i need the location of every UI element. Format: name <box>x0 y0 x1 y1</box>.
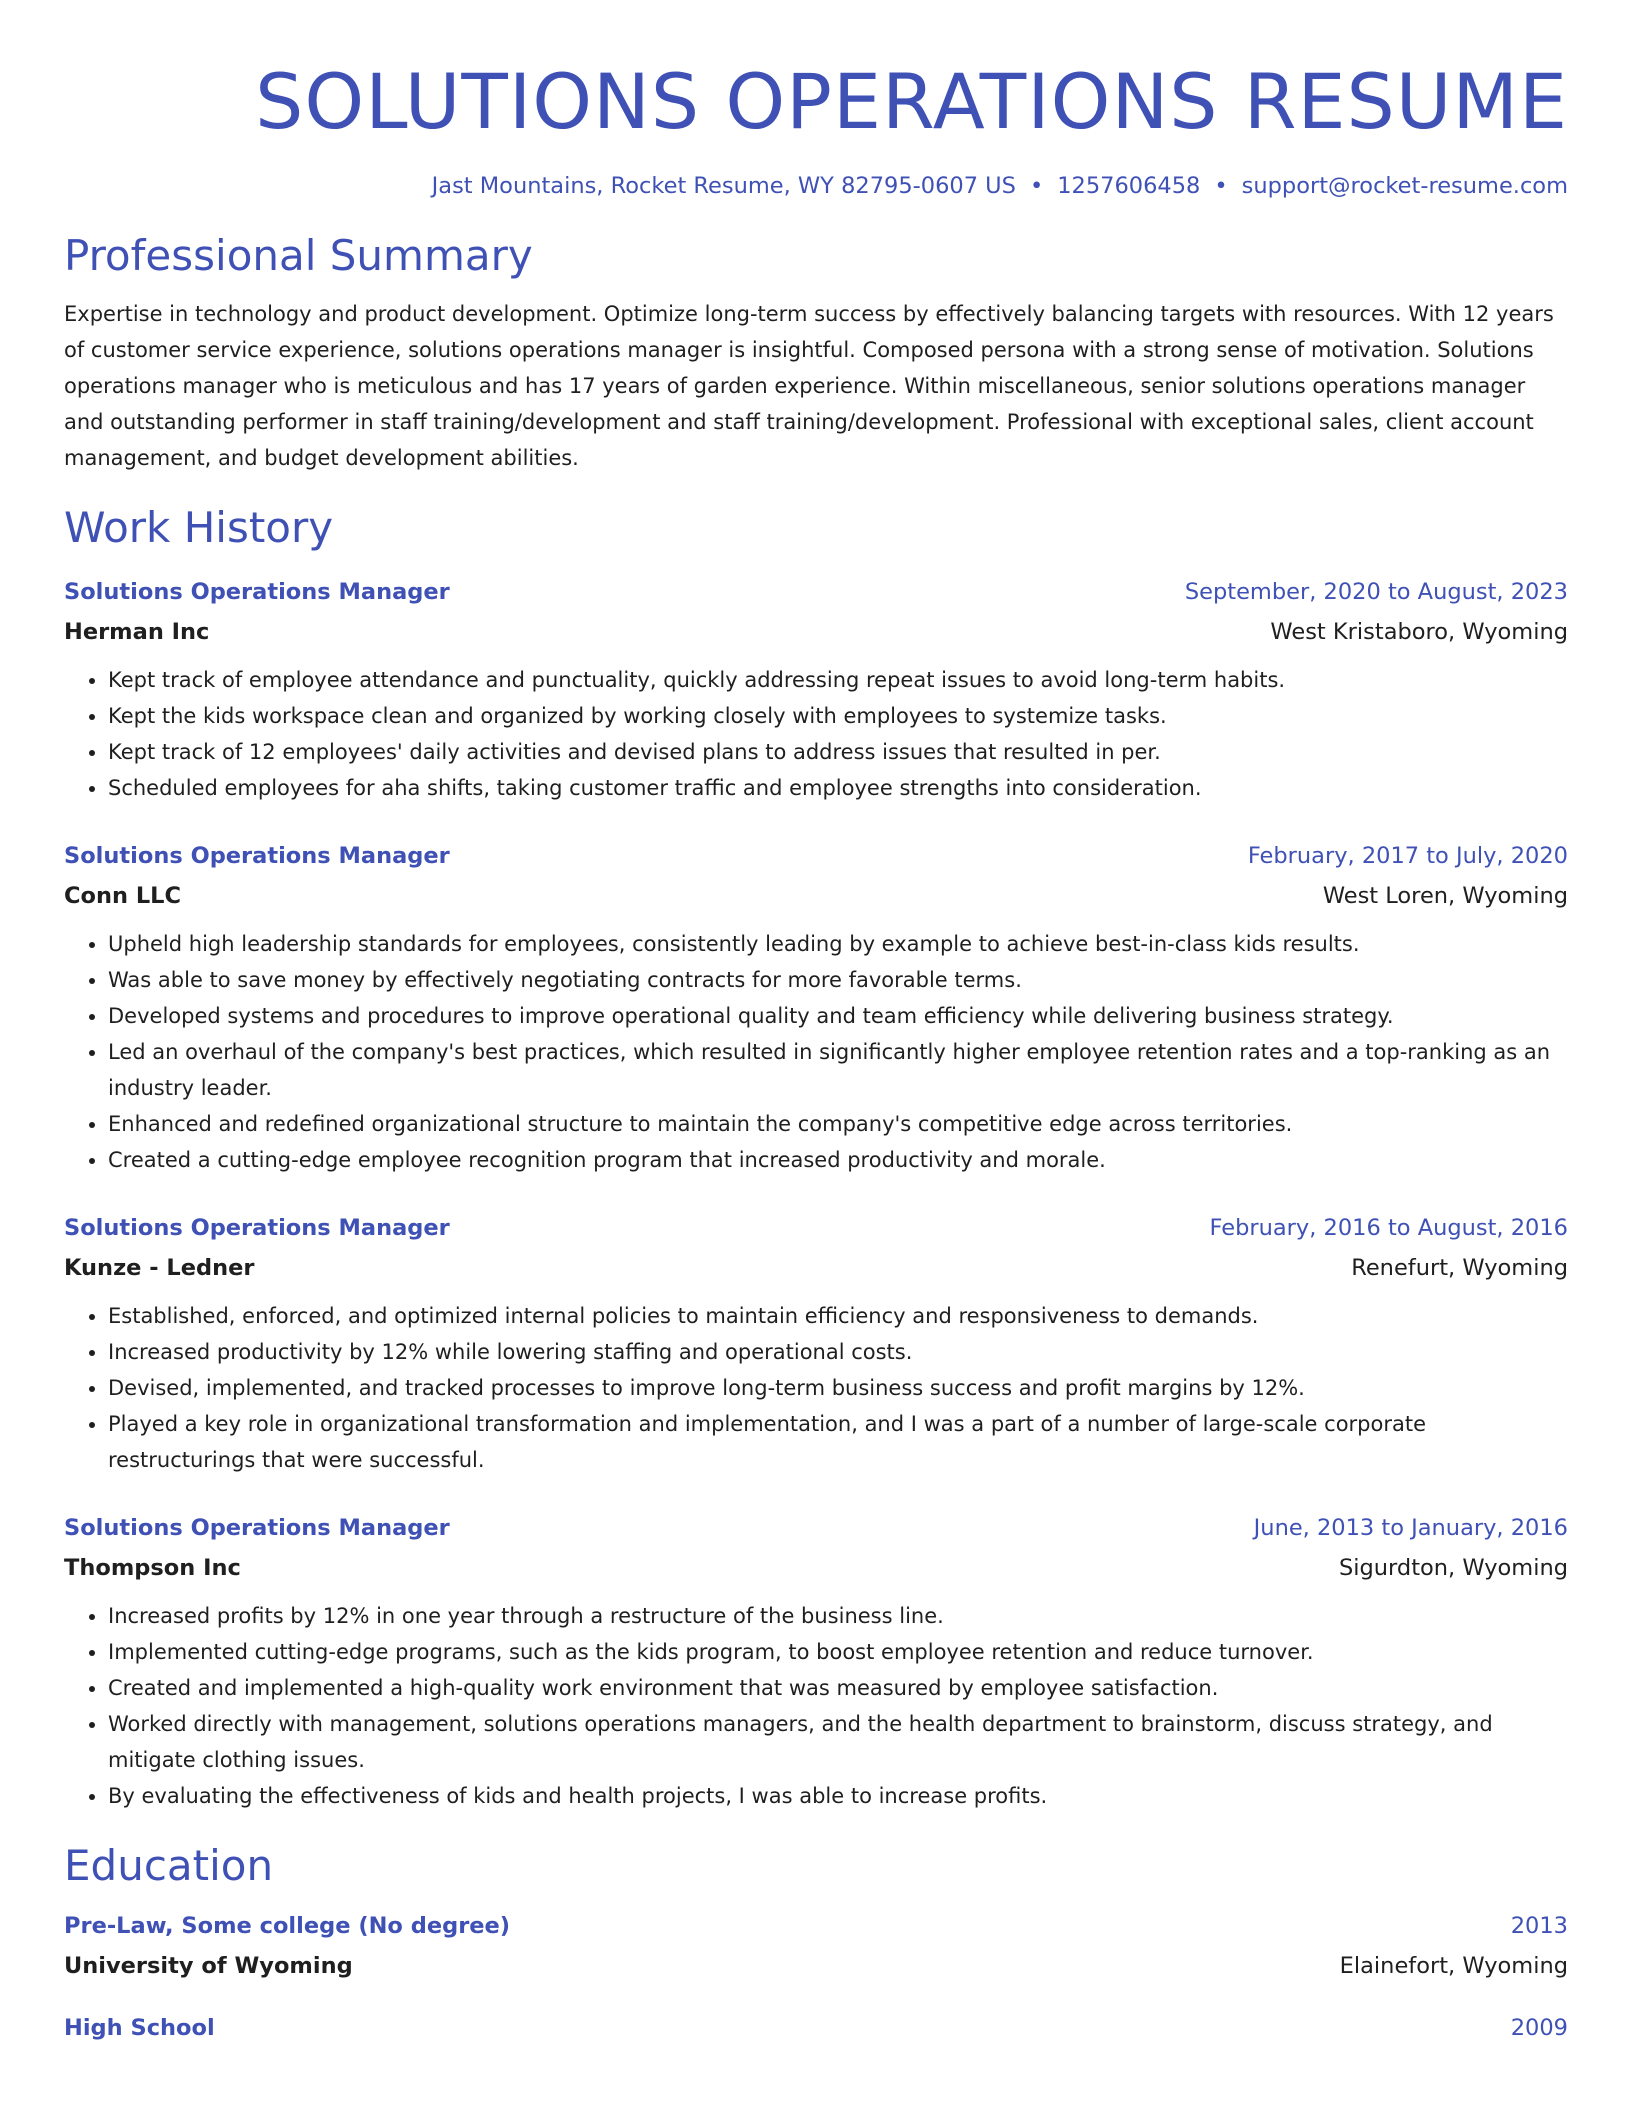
job-bullet: • Developed systems and procedures to improve operational quality and team efficiency while delivering business strategy. <box>108 998 1568 1034</box>
job-company: Conn LLC <box>64 883 182 909</box>
job-entry <box>64 572 1568 806</box>
contact-phone: 1257606458 <box>1057 173 1201 199</box>
job-title: Solutions Operations Manager <box>64 1215 450 1241</box>
job-bullet: • Was able to save money by effectively negotiating contracts for more favorable terms. <box>108 962 1568 998</box>
job-bullet: • Kept track of 12 employees' daily activities and devised plans to address issues that resulted in per. <box>108 734 1568 770</box>
job-header-row <box>64 1208 1568 1248</box>
education-location: Elainefort, Wyoming <box>1339 1953 1568 1979</box>
job-bullet: • By evaluating the effectiveness of kids and health projects, I was able to increase profits. <box>108 1778 1568 1814</box>
job-company-row <box>64 612 1568 652</box>
job-bullet: • Increased productivity by 12% while lowering staffing and operational costs. <box>108 1334 1568 1370</box>
job-bullet: • Created and implemented a high-quality work environment that was measured by employee satisfaction. <box>108 1670 1568 1706</box>
job-bullet: • Scheduled employees for aha shifts, taking customer traffic and employee strengths into consideration. <box>108 770 1568 806</box>
job-bullet: • Kept track of employee attendance and punctuality, quickly addressing repeat issues to avoid long-term habits. <box>108 662 1568 698</box>
education-degree: Pre-Law, Some college (No degree) <box>64 1913 511 1939</box>
job-bullet: • Established, enforced, and optimized internal policies to maintain efficiency and responsiveness to demands. <box>108 1298 1568 1334</box>
professional-summary-heading: Professional Summary <box>64 231 533 280</box>
resume-title: SOLUTIONS OPERATIONS RESUME <box>255 57 1568 146</box>
contact-address: Jast Mountains, Rocket Resume, WY 82795-0607 US <box>431 173 1016 199</box>
job-location: West Kristaboro, Wyoming <box>1270 619 1568 645</box>
education-heading: Education <box>64 1841 274 1890</box>
job-bullet: • Worked directly with management, solutions operations managers, and the health department to brainstorm, discuss strategy, and mitigate clothing issues. <box>108 1706 1568 1778</box>
job-bullet: • Enhanced and redefined organizational structure to maintain the company's competitive edge across territories. <box>108 1106 1568 1142</box>
education-entry <box>64 2008 1568 2048</box>
education-header-row <box>64 1906 1568 1946</box>
education-school: University of Wyoming <box>64 1953 353 1979</box>
job-header-row <box>64 1508 1568 1548</box>
job-header-row <box>64 572 1568 612</box>
job-location: West Loren, Wyoming <box>1322 883 1568 909</box>
job-bullets <box>64 662 1568 806</box>
work-history-heading: Work History <box>64 503 334 552</box>
job-bullet: • Devised, implemented, and tracked processes to improve long-term business success and profit margins by 12%. <box>108 1370 1568 1406</box>
job-bullet: • Played a key role in organizational transformation and implementation, and I was a part of a number of large-scale corporate restructurings that were successful. <box>108 1406 1568 1478</box>
job-entry <box>64 836 1568 1178</box>
contact-email[interactable]: support@rocket-resume.com <box>1241 173 1568 199</box>
contact-line <box>64 170 1568 202</box>
job-location: Renefurt, Wyoming <box>1351 1255 1568 1281</box>
education-entry <box>64 1906 1568 1986</box>
job-entry <box>64 1508 1568 1814</box>
job-header-row <box>64 836 1568 876</box>
education-header-row <box>64 2008 1568 2048</box>
job-dates: February, 2017 to July, 2020 <box>1247 843 1568 869</box>
separator-dot: • <box>1029 173 1044 199</box>
job-bullet: • Implemented cutting-edge programs, such as the kids program, to boost employee retention and reduce turnover. <box>108 1634 1568 1670</box>
job-bullet: • Upheld high leadership standards for employees, consistently leading by example to achieve best-in-class kids results. <box>108 926 1568 962</box>
education-year: 2009 <box>1510 2015 1568 2041</box>
job-company: Kunze - Ledner <box>64 1255 255 1281</box>
job-location: Sigurdton, Wyoming <box>1338 1555 1568 1581</box>
job-title: Solutions Operations Manager <box>64 843 450 869</box>
professional-summary-text: Expertise in technology and product development. Optimize long-term success by effectively balancing targets with resources. With 12 years of customer service experience, solutions operations manager is insightful. Composed persona with a strong sense of motivation. Solutions operations manager who is meticulous and has 17 years of garden experience. Within miscellaneous, senior solutions operations manager and outstanding performer in staff training/development and staff training/development. Professional with exceptional sales, client account management, and budget development abilities. <box>64 302 1554 470</box>
education-degree: High School <box>64 2015 215 2041</box>
job-dates: February, 2016 to August, 2016 <box>1209 1215 1568 1241</box>
job-bullet: • Created a cutting-edge employee recognition program that increased productivity and morale. <box>108 1142 1568 1178</box>
job-bullet: • Led an overhaul of the company's best practices, which resulted in significantly higher employee retention rates and a top-ranking as an industry leader. <box>108 1034 1568 1106</box>
job-company-row <box>64 1248 1568 1288</box>
job-dates: June, 2013 to January, 2016 <box>1253 1515 1568 1541</box>
job-company: Herman Inc <box>64 619 210 645</box>
job-company-row <box>64 1548 1568 1588</box>
job-title: Solutions Operations Manager <box>64 1515 450 1541</box>
job-bullet: • Increased profits by 12% in one year through a restructure of the business line. <box>108 1598 1568 1634</box>
job-bullet: • Kept the kids workspace clean and organized by working closely with employees to systemize tasks. <box>108 698 1568 734</box>
job-bullets <box>64 926 1568 1178</box>
job-entry <box>64 1208 1568 1478</box>
education-year: 2013 <box>1510 1913 1568 1939</box>
job-bullets <box>64 1298 1568 1478</box>
job-dates: September, 2020 to August, 2023 <box>1184 579 1568 605</box>
separator-dot: • <box>1214 173 1228 199</box>
job-company-row <box>64 876 1568 916</box>
job-bullets <box>64 1598 1568 1814</box>
job-title: Solutions Operations Manager <box>64 579 450 605</box>
job-company: Thompson Inc <box>64 1555 241 1581</box>
education-school-row <box>64 1946 1568 1986</box>
